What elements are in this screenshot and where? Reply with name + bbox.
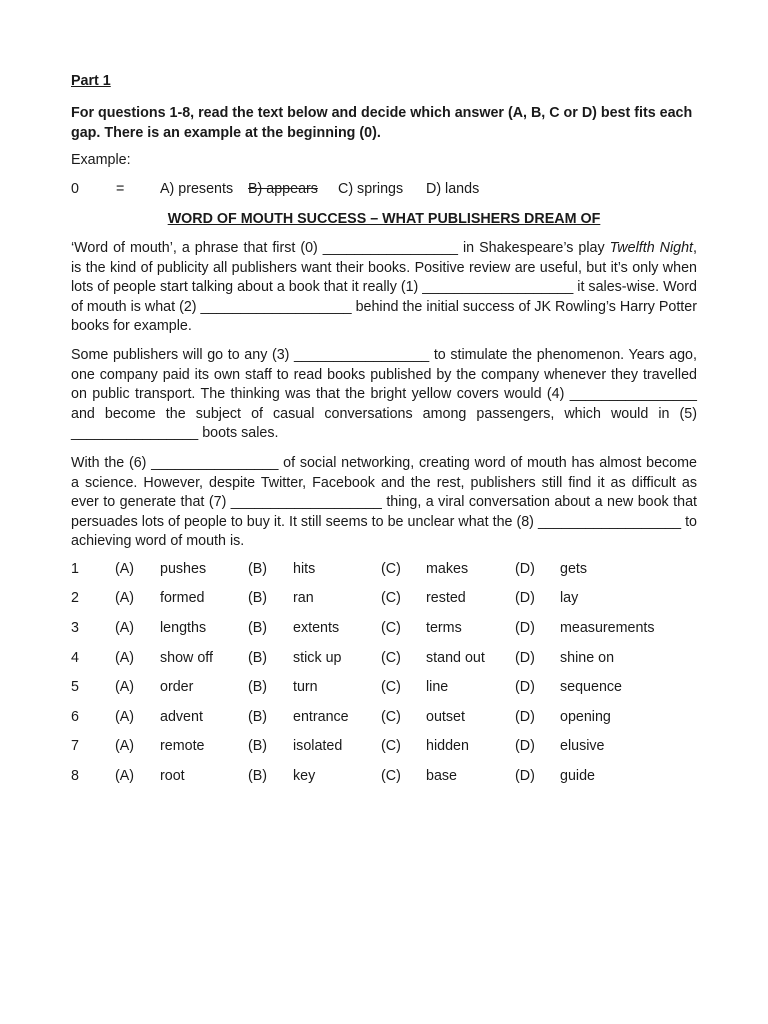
option-d: measurements — [560, 620, 655, 636]
option-letter-b: (B) — [248, 738, 268, 754]
option-letter-d: (D) — [515, 620, 535, 636]
option-b: hits — [293, 561, 316, 577]
paragraph-1-end: , is the kind of publicity all publishers want their books. Positive review are useful, but it’s only when lots of people start talking about a book that it really (1) ___________________ it sales-wise. Word of mouth is what (2) ___________________ behind the initial success of JK Rowling’s Harry Potter books for example. — [71, 240, 698, 334]
option-letter-c: (C) — [381, 650, 401, 666]
question-number: 7 — [71, 738, 79, 754]
question-row — [71, 620, 697, 640]
question-row — [71, 561, 697, 581]
option-c: terms — [426, 620, 462, 636]
question-number: 6 — [71, 709, 79, 725]
option-d: gets — [560, 561, 588, 577]
instructions: For questions 1-8, read the text below and decide which answer (A, B, C or D) best fits each gap. There is an example at the beginning (0). — [71, 105, 693, 141]
paragraph-3: With the (6) ________________ of social networking, creating word of mouth has almost become a science. However, despite Twitter, Facebook and the rest, publishers still find it as difficult as ever to generate that (7) ___________________ thing, a viral conversation about a new book that persuades lots of people to buy it. It still seems to be unclear what the (8) __________________ to achieving word of mouth is. — [71, 455, 697, 549]
example-option-c: C) springs — [338, 181, 404, 197]
part-title: Part 1 — [71, 73, 111, 89]
example-number: 0 — [71, 181, 79, 197]
option-letter-a: (A) — [115, 709, 135, 725]
option-letter-b: (B) — [248, 679, 268, 695]
option-letter-a: (A) — [115, 768, 135, 784]
option-letter-d: (D) — [515, 590, 535, 606]
option-a: pushes — [160, 561, 207, 577]
option-a: lengths — [160, 620, 207, 636]
option-d: shine on — [560, 650, 615, 666]
option-letter-a: (A) — [115, 561, 135, 577]
option-letter-c: (C) — [381, 709, 401, 725]
option-d: opening — [560, 709, 611, 725]
option-c: hidden — [426, 738, 469, 754]
text-title: WORD OF MOUTH SUCCESS – WHAT PUBLISHERS DREAM OF — [167, 211, 601, 227]
question-row — [71, 679, 697, 699]
option-letter-b: (B) — [248, 590, 268, 606]
option-c: base — [426, 768, 458, 784]
example-option-b-struck: B) appears — [248, 181, 318, 197]
option-b: key — [293, 768, 316, 784]
option-b: stick up — [293, 650, 342, 666]
option-a: show off — [160, 650, 213, 666]
option-letter-a: (A) — [115, 620, 135, 636]
option-d: sequence — [560, 679, 623, 695]
option-letter-a: (A) — [115, 590, 135, 606]
option-letter-a: (A) — [115, 679, 135, 695]
option-b: entrance — [293, 709, 349, 725]
option-c: line — [426, 679, 449, 695]
option-d: guide — [560, 768, 595, 784]
option-letter-d: (D) — [515, 561, 535, 577]
example-row — [71, 181, 697, 201]
option-letter-b: (B) — [248, 650, 268, 666]
paragraph-1-play-title: Twelfth Night — [609, 240, 694, 256]
question-row — [71, 650, 697, 670]
example-equals: = — [116, 181, 125, 197]
option-letter-c: (C) — [381, 738, 401, 754]
example-label: Example: — [71, 152, 131, 168]
option-letter-a: (A) — [115, 738, 135, 754]
paragraph-2: Some publishers will go to any (3) _________________ to stimulate the phenomenon. Years ago, one company paid its own staff to read books published by the company whenever they travelled on public transport. The thinking was that the bright yellow covers would (4) ________________ and become the subject of casual conversations among passengers, which would in (5) ________________ boots sales. — [71, 347, 697, 441]
option-letter-c: (C) — [381, 768, 401, 784]
question-number: 8 — [71, 768, 79, 784]
option-b: isolated — [293, 738, 343, 754]
option-letter-d: (D) — [515, 679, 535, 695]
option-letter-c: (C) — [381, 620, 401, 636]
option-letter-c: (C) — [381, 561, 401, 577]
paragraph-1 — [71, 239, 697, 337]
question-row — [71, 768, 697, 788]
question-number: 5 — [71, 679, 79, 695]
question-row — [71, 709, 697, 729]
option-letter-b: (B) — [248, 709, 268, 725]
option-b: ran — [293, 590, 314, 606]
option-letter-d: (D) — [515, 768, 535, 784]
option-a: order — [160, 679, 194, 695]
option-letter-d: (D) — [515, 709, 535, 725]
option-c: makes — [426, 561, 469, 577]
question-number: 2 — [71, 590, 79, 606]
option-letter-b: (B) — [248, 620, 268, 636]
option-letter-d: (D) — [515, 650, 535, 666]
option-a: root — [160, 768, 185, 784]
option-b: turn — [293, 679, 318, 695]
option-letter-b: (B) — [248, 768, 268, 784]
option-b: extents — [293, 620, 340, 636]
option-letter-d: (D) — [515, 738, 535, 754]
question-row — [71, 590, 697, 610]
option-c: stand out — [426, 650, 485, 666]
option-d: elusive — [560, 738, 605, 754]
option-c: rested — [426, 590, 466, 606]
question-row — [71, 738, 697, 758]
option-letter-b: (B) — [248, 561, 268, 577]
question-number: 1 — [71, 561, 79, 577]
option-d: lay — [560, 590, 579, 606]
option-a: advent — [160, 709, 203, 725]
option-c: outset — [426, 709, 465, 725]
example-option-a: A) presents — [160, 181, 234, 197]
paragraph-1-start: ‘Word of mouth’, a phrase that first (0) _________________ in Shakespeare’s play — [71, 240, 610, 256]
example-option-d: D) lands — [426, 181, 480, 197]
option-a: remote — [160, 738, 205, 754]
option-a: formed — [160, 590, 205, 606]
option-letter-c: (C) — [381, 590, 401, 606]
option-letter-c: (C) — [381, 679, 401, 695]
option-letter-a: (A) — [115, 650, 135, 666]
question-number: 4 — [71, 650, 79, 666]
question-number: 3 — [71, 620, 79, 636]
